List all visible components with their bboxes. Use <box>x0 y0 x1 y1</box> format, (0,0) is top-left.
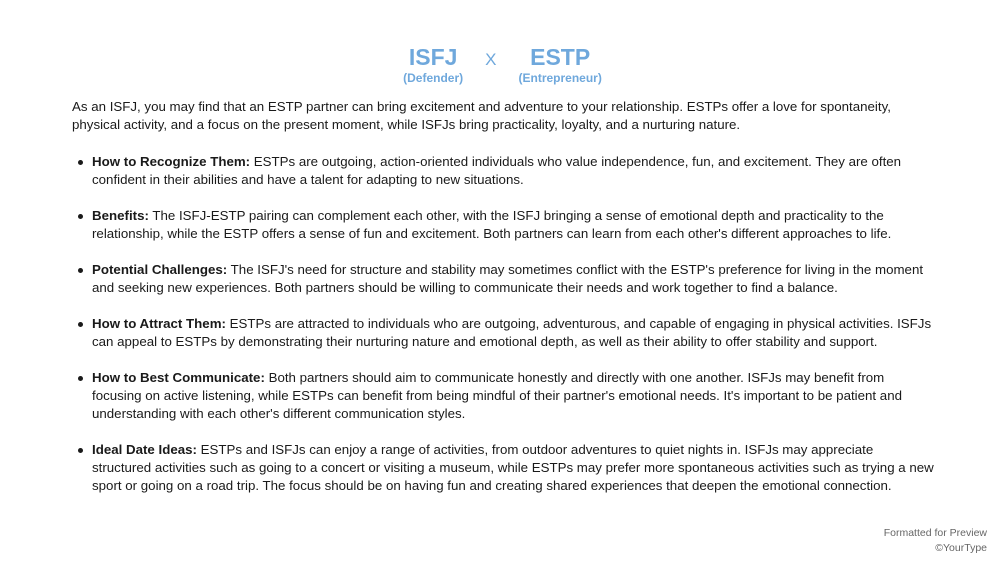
left-type-name: ISFJ <box>408 44 458 70</box>
right-type-block <box>519 44 602 85</box>
right-type-name: ESTP <box>530 44 591 70</box>
section-title: How to Recognize Them: <box>92 154 251 169</box>
left-type-subtitle: (Defender) <box>403 71 464 85</box>
section-text: ESTPs and ISFJs can enjoy a range of activities, from outdoor adventures to quiet nights in. ISFJs may appreciate structured activities such as going to a concert or visiting a museum, while ESTPs may prefer more spontaneous activities such as trying a new sport or going on a road trip. The focus should be on having fun and creating shared experiences that deepen the emotional connection. <box>92 442 934 493</box>
list-item-communicate <box>72 369 934 423</box>
section-title: How to Best Communicate: <box>92 370 265 385</box>
page-title <box>0 44 1005 85</box>
bullet-icon <box>78 214 83 219</box>
list-item-date-ideas <box>72 441 934 495</box>
section-text: The ISFJ's need for structure and stability may sometimes conflict with the ESTP's preference for living in the moment and seeking new experiences. Both partners should be willing to communicate their needs and work together to find a balance. <box>92 262 924 295</box>
bullet-icon <box>78 376 83 381</box>
list-item-attract <box>72 315 934 351</box>
bullet-icon <box>78 322 83 327</box>
list-item-recognize <box>72 153 934 189</box>
right-type-subtitle: (Entrepreneur) <box>518 71 602 85</box>
section-text: Both partners should aim to communicate honestly and directly with one another. ISFJs may benefit from focusing on active listening, while ESTPs can benefit from being mindful of their partner's emotional needs. It's important to be patient and understanding with each other's different communication styles. <box>92 370 902 421</box>
footer-copyright: ©YourType <box>935 542 987 554</box>
intro-paragraph: As an ISFJ, you may find that an ESTP partner can bring excitement and adventure to your relationship. ESTPs offer a love for spontaneity, physical activity, and a focus on the present moment, while ISFJs bring practicality, loyalty, and a nurturing nature. <box>72 99 891 132</box>
list-item-benefits <box>72 207 934 243</box>
section-title: How to Attract Them: <box>92 316 226 331</box>
footer-format-label: Formatted for Preview <box>883 527 987 539</box>
section-title: Potential Challenges: <box>92 262 228 277</box>
bullet-icon <box>78 160 83 165</box>
section-title: Ideal Date Ideas: <box>92 442 197 457</box>
section-title: Benefits: <box>92 208 149 223</box>
list-item-challenges <box>72 261 934 297</box>
pairing-separator: X <box>485 50 497 69</box>
bullet-icon <box>78 268 83 273</box>
section-list <box>72 153 934 513</box>
bullet-icon <box>78 448 83 453</box>
section-text: The ISFJ-ESTP pairing can complement each other, with the ISFJ bringing a sense of emotional depth and practicality to the relationship, while the ESTP offers a sense of fun and excitement. Both partners can learn from each other's different approaches to life. <box>92 208 892 241</box>
left-type-block <box>403 44 463 85</box>
footer-note <box>884 526 987 556</box>
section-text: ESTPs are attracted to individuals who are outgoing, adventurous, and capable of engaging in physical activities. ISFJs can appeal to ESTPs by demonstrating their nurturing nature and emotional depth, as well as their ability to offer stability and support. <box>92 316 932 349</box>
section-text: ESTPs are outgoing, action-oriented individuals who value independence, fun, and excitement. They are often confident in their abilities and have a talent for adapting to new situations. <box>92 154 902 187</box>
